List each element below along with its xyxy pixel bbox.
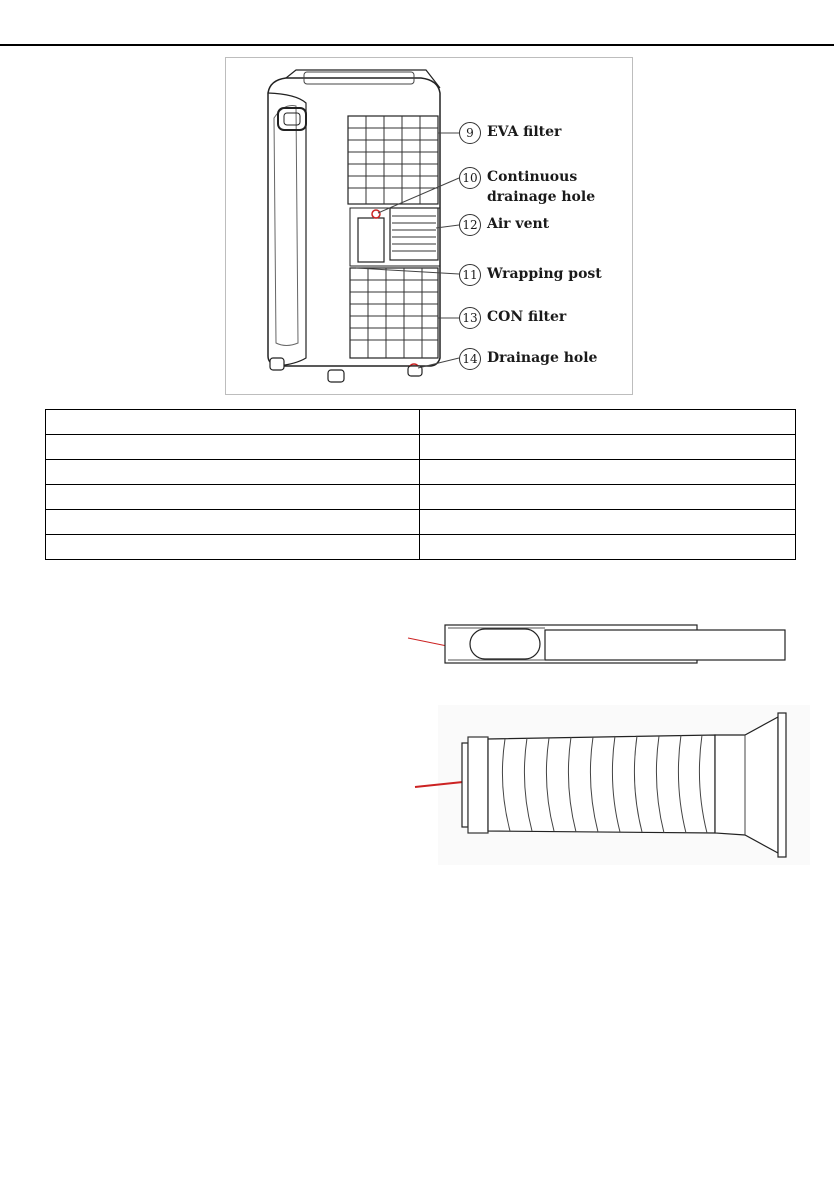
callout-number: 9 bbox=[459, 122, 481, 144]
callout-label: Wrapping post bbox=[487, 266, 602, 282]
table-cell bbox=[46, 435, 420, 460]
table-row bbox=[46, 460, 796, 485]
table-row bbox=[46, 535, 796, 560]
table-cell bbox=[420, 435, 796, 460]
table-row bbox=[46, 485, 796, 510]
callout-continuous-drainage-hole bbox=[459, 167, 627, 207]
table-row bbox=[46, 410, 796, 435]
product-back-figure bbox=[225, 57, 633, 395]
table-cell bbox=[46, 410, 420, 435]
callout-number: 12 bbox=[459, 214, 481, 236]
slider-hose-opening bbox=[470, 629, 540, 659]
callout-label: CON filter bbox=[487, 309, 567, 325]
window-slider-diagram bbox=[400, 615, 800, 675]
table-cell bbox=[420, 460, 796, 485]
table-cell bbox=[46, 485, 420, 510]
header-rule bbox=[0, 44, 834, 46]
table-cell bbox=[420, 510, 796, 535]
callout-label: EVA filter bbox=[487, 124, 562, 140]
callout-drainage-hole bbox=[459, 348, 627, 370]
callout-con-filter bbox=[459, 307, 627, 329]
table-cell bbox=[46, 535, 420, 560]
callout-label: Drainage hole bbox=[487, 350, 598, 366]
callout-number: 14 bbox=[459, 348, 481, 370]
table-cell bbox=[420, 535, 796, 560]
table-cell bbox=[46, 510, 420, 535]
table-row bbox=[46, 435, 796, 460]
callout-label: Air vent bbox=[487, 216, 550, 232]
callout-eva-filter bbox=[459, 122, 627, 144]
callout-label: Continuous drainage hole bbox=[487, 169, 596, 205]
table-cell bbox=[420, 485, 796, 510]
parts-table bbox=[45, 409, 796, 560]
table-row bbox=[46, 510, 796, 535]
callout-number: 10 bbox=[459, 167, 481, 189]
callout-number: 11 bbox=[459, 264, 481, 286]
callout-number: 13 bbox=[459, 307, 481, 329]
callout-wrapping-post bbox=[459, 264, 627, 286]
table-cell bbox=[46, 460, 420, 485]
exhaust-hose-diagram bbox=[410, 705, 810, 865]
slider-inner-panel bbox=[545, 630, 785, 660]
callout-air-vent bbox=[459, 214, 627, 236]
table-cell bbox=[420, 410, 796, 435]
